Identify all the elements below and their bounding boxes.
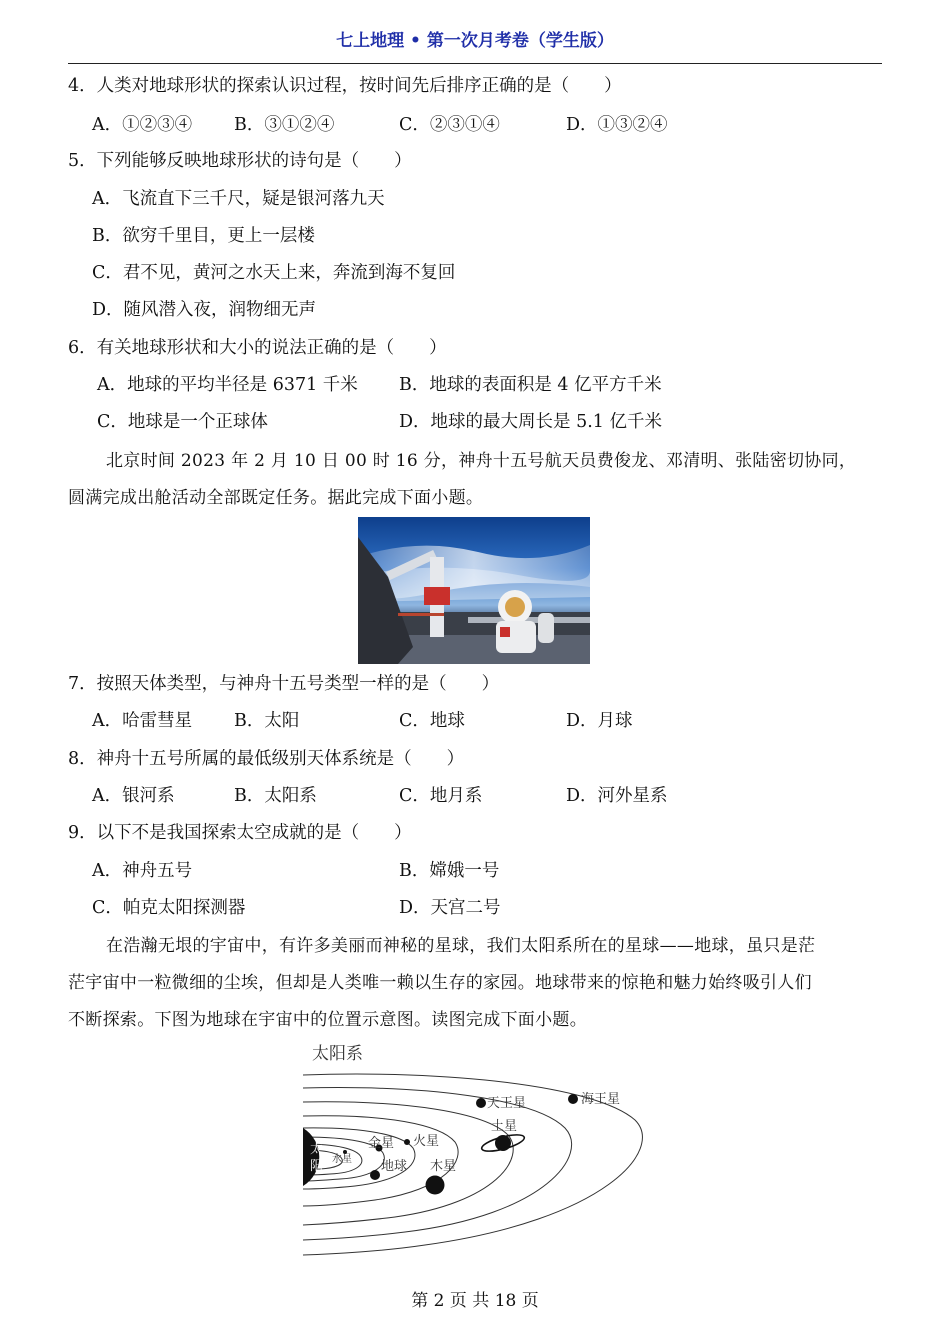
question-5-option-d: D．随风潜入夜，润物细无声 (92, 300, 317, 320)
jupiter-dot (426, 1176, 445, 1195)
question-6-option-a: A．地球的平均半径是 6371 千米 (97, 375, 358, 395)
uranus-dot (476, 1098, 486, 1108)
question-6-option-b: B．地球的表面积是 4 亿平方千米 (399, 375, 662, 395)
header-divider (68, 63, 882, 64)
question-5-option-b: B．欲穷千里目，更上一层楼 (92, 226, 315, 246)
page-header-title: 七上地理 • 第一次月考卷（学生版） (336, 31, 614, 51)
uranus-label: 天王星 (487, 1096, 527, 1111)
question-9-option-d: D．天宫二号 (399, 898, 501, 918)
question-6-option-d: D．地球的最大周长是 5.1 亿千米 (399, 412, 662, 432)
mars-label: 火星 (413, 1134, 440, 1149)
question-8-option-d: D．河外星系 (566, 786, 668, 806)
earth-dot (370, 1170, 380, 1180)
question-4-option-a: A．①②③④ (92, 115, 193, 135)
passage-1-line-2: 圆满完成出舱活动全部既定任务。据此完成下面小题。 (68, 488, 484, 508)
sun-label-2: 阳 (310, 1159, 324, 1174)
page-footer-number: 第 2 页 共 18 页 (411, 1291, 539, 1311)
question-5-stem: 5．下列能够反映地球形状的诗句是（ ） (68, 151, 412, 171)
question-4-stem: 4．人类对地球形状的探索认识过程，按时间先后排序正确的是（ ） (68, 76, 622, 96)
question-9-option-c: C．帕克太阳探测器 (92, 898, 246, 918)
question-7-option-b: B．太阳 (234, 711, 300, 731)
neptune-dot (568, 1094, 578, 1104)
question-4-option-b: B．③①②④ (234, 115, 335, 135)
passage-2-line-3: 不断探索。下图为地球在宇宙中的位置示意图。读图完成下面小题。 (68, 1010, 587, 1030)
venus-label: 金星 (368, 1136, 395, 1151)
question-8-option-a: A．银河系 (92, 786, 175, 806)
passage-2-line-2: 茫宇宙中一粒微细的尘埃，但却是人类唯一赖以生存的家园。地球带来的惊艳和魅力始终吸引人们 (68, 973, 812, 993)
question-5-option-c: C．君不见，黄河之水天上来，奔流到海不复回 (92, 263, 456, 283)
question-6-option-c: C．地球是一个正球体 (97, 412, 268, 432)
saturn-label: 土星 (491, 1119, 518, 1134)
question-7-option-a: A．哈雷彗星 (92, 711, 193, 731)
diagram-title: 太阳系 (312, 1044, 363, 1063)
earth-label: 地球 (381, 1159, 408, 1174)
mercury-label: 水星 (332, 1154, 352, 1165)
question-5-option-a: A．飞流直下三千尺，疑是银河落九天 (92, 189, 385, 209)
question-9-option-a: A．神舟五号 (92, 861, 193, 881)
astronaut-spacewalk-photo (358, 517, 590, 664)
mars-dot (404, 1139, 410, 1145)
question-4-option-d: D．①③②④ (566, 115, 668, 135)
question-7-option-d: D．月球 (566, 711, 633, 731)
solar-system-diagram (295, 1040, 665, 1265)
neptune-label: 海王星 (581, 1092, 621, 1107)
question-9-option-b: B．嫦娥一号 (399, 861, 500, 881)
question-7-option-c: C．地球 (399, 711, 465, 731)
jupiter-label: 木星 (430, 1159, 457, 1174)
question-9-stem: 9．以下不是我国探索太空成就的是（ ） (68, 823, 412, 843)
question-8-stem: 8．神舟十五号所属的最低级别天体系统是（ ） (68, 749, 465, 769)
question-4-option-c: C．②③①④ (399, 115, 500, 135)
passage-2-line-1: 在浩瀚无垠的宇宙中，有许多美丽而神秘的星球，我们太阳系所在的星球——地球，虽只是茫 (106, 936, 816, 956)
passage-1-line-1: 北京时间 2023 年 2 月 10 日 00 时 16 分，神舟十五号航天员费俊龙、邓清明、张陆密切协同， (106, 451, 857, 471)
question-6-stem: 6．有关地球形状和大小的说法正确的是（ ） (68, 338, 447, 358)
question-8-option-c: C．地月系 (399, 786, 483, 806)
question-7-stem: 7．按照天体类型，与神舟十五号类型一样的是（ ） (68, 674, 500, 694)
sun-label-1: 太 (310, 1142, 324, 1157)
question-8-option-b: B．太阳系 (234, 786, 317, 806)
